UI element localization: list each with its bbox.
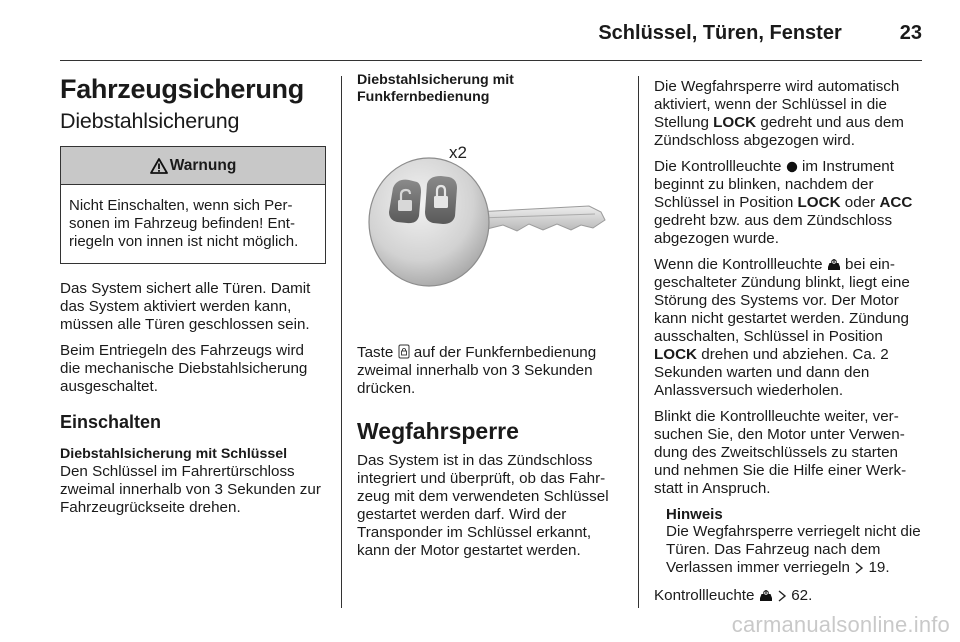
column-3	[654, 78, 922, 613]
column-2	[357, 72, 623, 568]
paragraph	[357, 344, 623, 398]
text-fragment: Die Wegfahrsperre wird automatisch aktiviert, wenn der Schlüssel in die Stellung	[654, 78, 900, 131]
watermark: carmanualsonline.info	[731, 612, 950, 637]
page-number: 23	[899, 21, 922, 44]
text-fragment: bei eingeschalteter Zündung blinkt, liegt eine Störung des Systems vor. Der Motor kann nicht gestartet werden. Zündung ausschalten, Schlüssel in Position	[654, 256, 910, 345]
section-heading: Fahrzeugsicherung	[60, 74, 304, 104]
indicator-dot-icon	[786, 161, 798, 173]
paragraph: Blinkt die Kontrollleuchte weiter, versuchen Sie, den Motor unter Verwendung des Zweitschlüssels zu starten und nehmen Sie die Hilfe einer Werkstatt in Anspruch.	[654, 408, 907, 497]
warning-box	[60, 146, 326, 264]
column-divider-2	[638, 76, 639, 608]
page-header	[60, 18, 922, 48]
paragraph: Das System sichert alle Türen. Damit das System aktiviert werden kann, müssen alle Türen geschlossen sein.	[60, 280, 311, 333]
text-fragment: auf der Funkfernbedienung zweimal innerhalb von 3 Sekunden drücken.	[357, 344, 597, 397]
page-reference-arrow-icon	[854, 562, 864, 574]
section-einschalten: Einschalten	[60, 412, 162, 432]
text-fragment: Die Kontrollleuchte	[654, 158, 782, 175]
subsection-key-lock: Diebstahlsicherung mit Schlüssel	[60, 446, 288, 462]
warning-triangle-icon	[150, 158, 168, 174]
text-fragment: drehen und abziehen. Ca. 2 Sekunden warten und dann den Anlassversuch wiederholen.	[654, 346, 889, 399]
paragraph: Beim Entriegeln des Fahrzeugs wird die mechanische Diebstahlsicherung ausgeschaltet.	[60, 342, 308, 395]
lock-button-icon	[425, 176, 457, 224]
text-fragment: gedreht bzw. aus dem Zündschloss abgezogen wurde.	[654, 212, 893, 247]
page-reference[interactable]: 19.	[868, 559, 890, 576]
key-position-lock: LOCK	[797, 194, 841, 211]
chapter-title: Schlüssel, Türen, Fenster	[598, 21, 842, 44]
key-position-lock: LOCK	[713, 114, 757, 131]
note-text	[666, 523, 922, 577]
text-fragment: Kontrollleuchte	[654, 587, 755, 604]
remote-key-figure	[357, 124, 623, 332]
note-box	[666, 506, 922, 577]
warning-text: Nicht Einschalten, wenn sich Personen im Fahrzeug befinden! Entriegeln von innen ist nicht möglich.	[69, 197, 299, 250]
key-position-lock: LOCK	[654, 346, 698, 363]
page-reference[interactable]: 62.	[791, 587, 813, 604]
text-fragment: oder	[844, 194, 876, 211]
lock-button-icon	[398, 344, 410, 359]
paragraph: Den Schlüssel im Fahrertürschloss zweimal innerhalb von 3 Sekunden zur Fahrzeugrückseite drehen.	[60, 463, 321, 516]
warning-header	[61, 147, 325, 185]
key-position-acc: ACC	[879, 194, 913, 211]
remote-key-illustration	[357, 124, 623, 332]
header-divider	[60, 60, 922, 61]
paragraph	[654, 256, 922, 400]
subsection-heading: Diebstahlsicherung	[60, 109, 240, 133]
immobilizer-car-key-icon	[827, 259, 841, 271]
paragraph	[654, 158, 922, 248]
text-fragment: gedreht und aus dem Zündschloss abgezogen wird.	[654, 114, 904, 149]
column-divider-1	[341, 76, 342, 608]
subsection-remote-lock: Diebstahlsicherung mit Funkfernbedienung	[357, 72, 514, 105]
warning-title: Warnung	[169, 156, 237, 174]
paragraph: Das System ist in das Zündschloss integriert und überprüft, ob das Fahrzeug mit dem verwendeten Schlüssel gestartet werden darf. Wird der Transponder im Schlüssel erkannt, kann der Motor gestartet werden.	[357, 452, 609, 559]
text-fragment: Taste	[357, 344, 394, 361]
column-1	[60, 72, 326, 525]
immobilizer-car-key-icon	[759, 590, 773, 602]
page-reference-arrow-icon	[777, 590, 787, 602]
text-fragment: Die Wegfahrsperre verriegelt nicht die Türen. Das Fahrzeug nach dem Verlassen immer verriegeln	[666, 523, 921, 576]
text-fragment: im Instrument beginnt zu blinken, nachdem der Schlüssel in Position	[654, 158, 894, 211]
text-fragment: Wenn die Kontrollleuchte	[654, 256, 823, 273]
note-title: Hinweis	[666, 506, 723, 523]
press-twice-label: x2	[449, 143, 467, 162]
section-heading-wegfahrsperre: Wegfahrsperre	[357, 418, 519, 444]
paragraph	[654, 587, 922, 605]
paragraph	[654, 78, 922, 150]
